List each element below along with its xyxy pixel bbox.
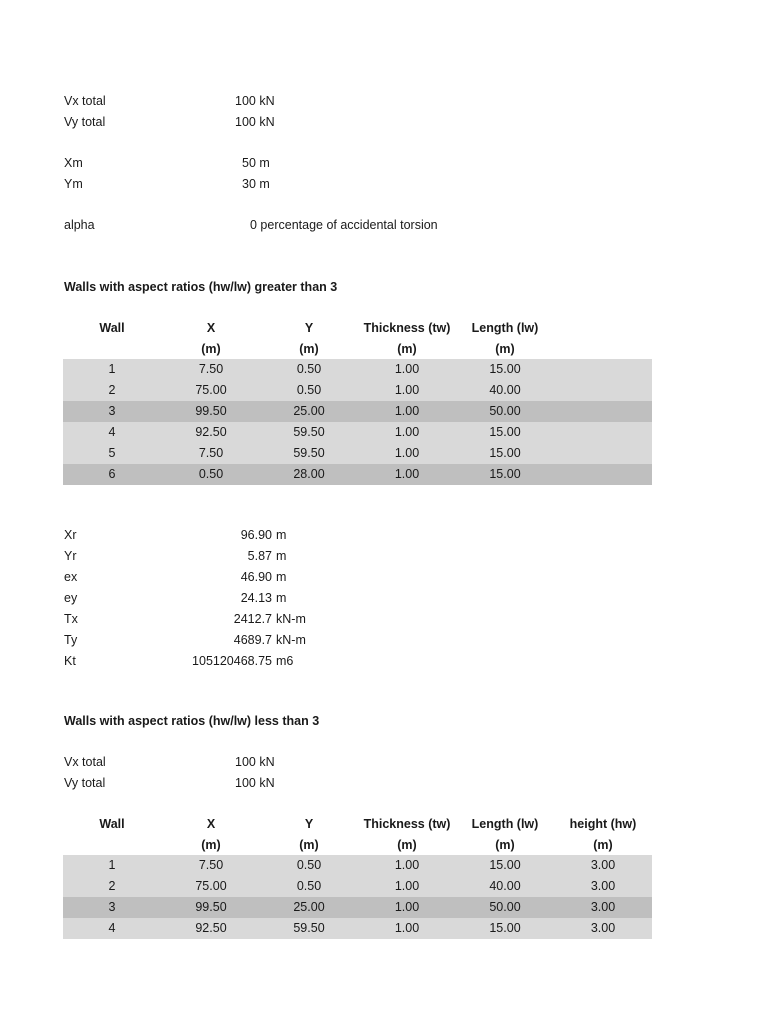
s2-vy-total-value: 100 kN [235, 776, 275, 790]
table-cell: 2 [108, 383, 116, 397]
table-cell: 40.00 [489, 879, 521, 893]
table-cell: 59.50 [293, 921, 325, 935]
table-cell: 75.00 [195, 383, 227, 397]
result-label: Yr [64, 549, 77, 563]
table-cell: 15.00 [489, 446, 521, 460]
column-header: Y [304, 321, 314, 335]
table-cell: 1.00 [394, 467, 420, 481]
table-row [63, 401, 652, 422]
column-header: height (hw) [569, 817, 637, 831]
table-cell: 1.00 [394, 921, 420, 935]
table-cell: 15.00 [489, 362, 521, 376]
ym-label: Ym [64, 177, 83, 191]
result-value: 105120468.75 [192, 654, 272, 668]
table-cell: 1.00 [394, 446, 420, 460]
table-cell: 3.00 [590, 858, 616, 872]
result-unit: m [276, 528, 287, 542]
table-cell: 15.00 [489, 858, 521, 872]
table-row [63, 380, 652, 401]
column-unit: (m) [299, 342, 319, 356]
table-cell: 15.00 [489, 425, 521, 439]
table-cell: 7.50 [198, 446, 224, 460]
vy-total-label: Vy total [64, 115, 106, 129]
section1-title: Walls with aspect ratios (hw/lw) greater than 3 [64, 280, 338, 294]
result-label: Xr [64, 528, 77, 542]
column-unit: (m) [397, 342, 417, 356]
xm-value: 50 m [242, 156, 270, 170]
column-header: Length (lw) [471, 321, 539, 335]
result-unit: kN-m [276, 633, 306, 647]
column-header: X [206, 817, 216, 831]
column-unit: (m) [593, 838, 613, 852]
table-cell: 92.50 [195, 425, 227, 439]
table-cell: 1.00 [394, 879, 420, 893]
table-row [63, 443, 652, 464]
table-cell: 1.00 [394, 362, 420, 376]
table-cell: 3.00 [590, 879, 616, 893]
result-label: Ty [64, 633, 78, 647]
s2-vx-total-label: Vx total [64, 755, 106, 769]
table-cell: 92.50 [195, 921, 227, 935]
column-header: Y [304, 817, 314, 831]
table-cell: 40.00 [489, 383, 521, 397]
table-cell: 1 [108, 362, 116, 376]
table-cell: 25.00 [293, 900, 325, 914]
table-cell: 7.50 [198, 858, 224, 872]
table-row [63, 359, 652, 380]
table-row [63, 422, 652, 443]
table-cell: 25.00 [293, 404, 325, 418]
column-header: Thickness (tw) [363, 817, 451, 831]
table-cell: 1.00 [394, 425, 420, 439]
section2-title: Walls with aspect ratios (hw/lw) less than 3 [64, 714, 320, 728]
table-cell: 15.00 [489, 921, 521, 935]
table-cell: 99.50 [195, 900, 227, 914]
table-cell: 1.00 [394, 404, 420, 418]
table-cell: 6 [108, 467, 116, 481]
table-cell: 59.50 [293, 446, 325, 460]
column-header: Length (lw) [471, 817, 539, 831]
result-label: Kt [64, 654, 76, 668]
table-row [63, 897, 652, 918]
vx-total-value: 100 kN [235, 94, 275, 108]
table-cell: 0.50 [296, 879, 322, 893]
table-cell: 3 [108, 404, 116, 418]
column-header: X [206, 321, 216, 335]
table-row [63, 464, 652, 485]
column-unit: (m) [299, 838, 319, 852]
column-header: Wall [99, 321, 125, 335]
column-unit: (m) [397, 838, 417, 852]
table-cell: 1.00 [394, 383, 420, 397]
table-cell: 2 [108, 879, 116, 893]
column-header: Thickness (tw) [363, 321, 451, 335]
result-unit: m6 [276, 654, 294, 668]
result-label: ey [64, 591, 78, 605]
column-unit: (m) [495, 342, 515, 356]
result-label: Tx [64, 612, 78, 626]
table-cell: 4 [108, 425, 116, 439]
result-value: 5.87 [247, 549, 272, 563]
table-cell: 7.50 [198, 362, 224, 376]
result-value: 24.13 [240, 591, 272, 605]
table-cell: 1 [108, 858, 116, 872]
table-cell: 75.00 [195, 879, 227, 893]
result-value: 46.90 [240, 570, 272, 584]
table-cell: 15.00 [489, 467, 521, 481]
column-unit: (m) [495, 838, 515, 852]
table-cell: 1.00 [394, 900, 420, 914]
result-unit: kN-m [276, 612, 306, 626]
table-cell: 0.50 [296, 362, 322, 376]
table-cell: 4 [108, 921, 116, 935]
table-cell: 3.00 [590, 921, 616, 935]
table-row [63, 855, 652, 876]
result-value: 2412.7 [233, 612, 272, 626]
table-cell: 0.50 [296, 858, 322, 872]
result-value: 4689.7 [233, 633, 272, 647]
table-cell: 5 [108, 446, 116, 460]
column-unit: (m) [201, 342, 221, 356]
table-cell: 59.50 [293, 425, 325, 439]
table-cell: 50.00 [489, 900, 521, 914]
result-label: ex [64, 570, 78, 584]
result-unit: m [276, 570, 287, 584]
result-unit: m [276, 591, 287, 605]
alpha-label: alpha [64, 218, 95, 232]
ym-value: 30 m [242, 177, 270, 191]
table-cell: 1.00 [394, 858, 420, 872]
result-unit: m [276, 549, 287, 563]
table-cell: 28.00 [293, 467, 325, 481]
table-row [63, 876, 652, 897]
column-header: Wall [99, 817, 125, 831]
vx-total-label: Vx total [64, 94, 106, 108]
table-cell: 3 [108, 900, 116, 914]
s2-vx-total-value: 100 kN [235, 755, 275, 769]
xm-label: Xm [64, 156, 83, 170]
vy-total-value: 100 kN [235, 115, 275, 129]
result-value: 96.90 [240, 528, 272, 542]
table-cell: 50.00 [489, 404, 521, 418]
table-cell: 3.00 [590, 900, 616, 914]
column-unit: (m) [201, 838, 221, 852]
table-cell: 0.50 [198, 467, 224, 481]
s2-vy-total-label: Vy total [64, 776, 106, 790]
table-row [63, 918, 652, 939]
table-cell: 0.50 [296, 383, 322, 397]
table-cell: 99.50 [195, 404, 227, 418]
alpha-value: 0 percentage of accidental torsion [250, 218, 438, 232]
